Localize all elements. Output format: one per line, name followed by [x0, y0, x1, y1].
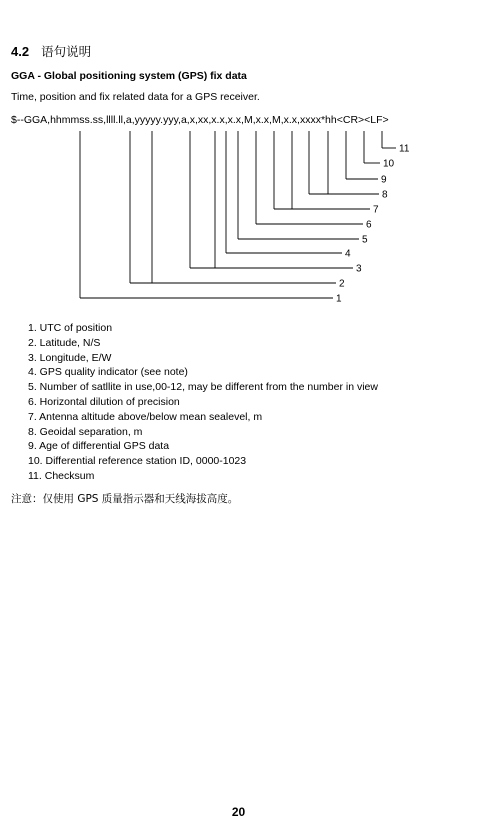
callout-number: 4 — [345, 248, 351, 260]
callout-number: 8 — [382, 189, 388, 201]
callout-number: 11 — [399, 143, 410, 155]
field-item: 5. Number of satllite in use,00-12, may be different from the number in view — [28, 381, 378, 394]
field-item: 10. Differential reference station ID, 0000-1023 — [28, 455, 247, 468]
section-number: 4.2 — [11, 44, 30, 59]
section-title: 语句说明 — [41, 44, 92, 59]
field-item: 2. Latitude, N/S — [28, 336, 101, 349]
callout-number: 6 — [366, 219, 372, 231]
callout-number: 7 — [373, 204, 379, 216]
field-callout-diagram — [0, 0, 477, 310]
sentence-description: Time, position and fix related data for a GPS receiver. — [11, 91, 260, 103]
callout-number: 9 — [381, 174, 387, 186]
field-item: 7. Antenna altitude above/below mean sealevel, m — [28, 410, 263, 423]
field-item: 3. Longitude, E/W — [28, 351, 112, 364]
field-item: 4. GPS quality indicator (see note) — [28, 366, 188, 379]
field-item: 1. UTC of position — [28, 322, 113, 334]
callout-number: 5 — [362, 234, 368, 246]
field-list — [28, 321, 378, 484]
sentence-name: GGA - Global positioning system (GPS) fix data — [11, 70, 247, 82]
callout-number: 10 — [383, 158, 395, 170]
page-number: 20 — [231, 805, 246, 819]
sentence-format: $--GGA,hhmmss.ss,llll.ll,a,yyyyy.yyy,a,x,xx,x.x,x.x,M,x.x,M,x.x,xxxx*hh<CR><LF> — [11, 114, 389, 126]
field-item: 11. Checksum — [28, 469, 95, 482]
field-item: 6. Horizontal dilution of precision — [28, 395, 180, 408]
field-item: 8. Geoidal separation, m — [28, 425, 143, 438]
quality-note: 注意：仅使用 GPS 质量指示器和天线海拔高度。 — [11, 493, 239, 505]
callout-number: 3 — [356, 263, 362, 275]
callout-number: 1 — [336, 293, 342, 305]
callout-number: 2 — [339, 278, 345, 290]
field-item: 9. Age of differential GPS data — [28, 440, 170, 453]
